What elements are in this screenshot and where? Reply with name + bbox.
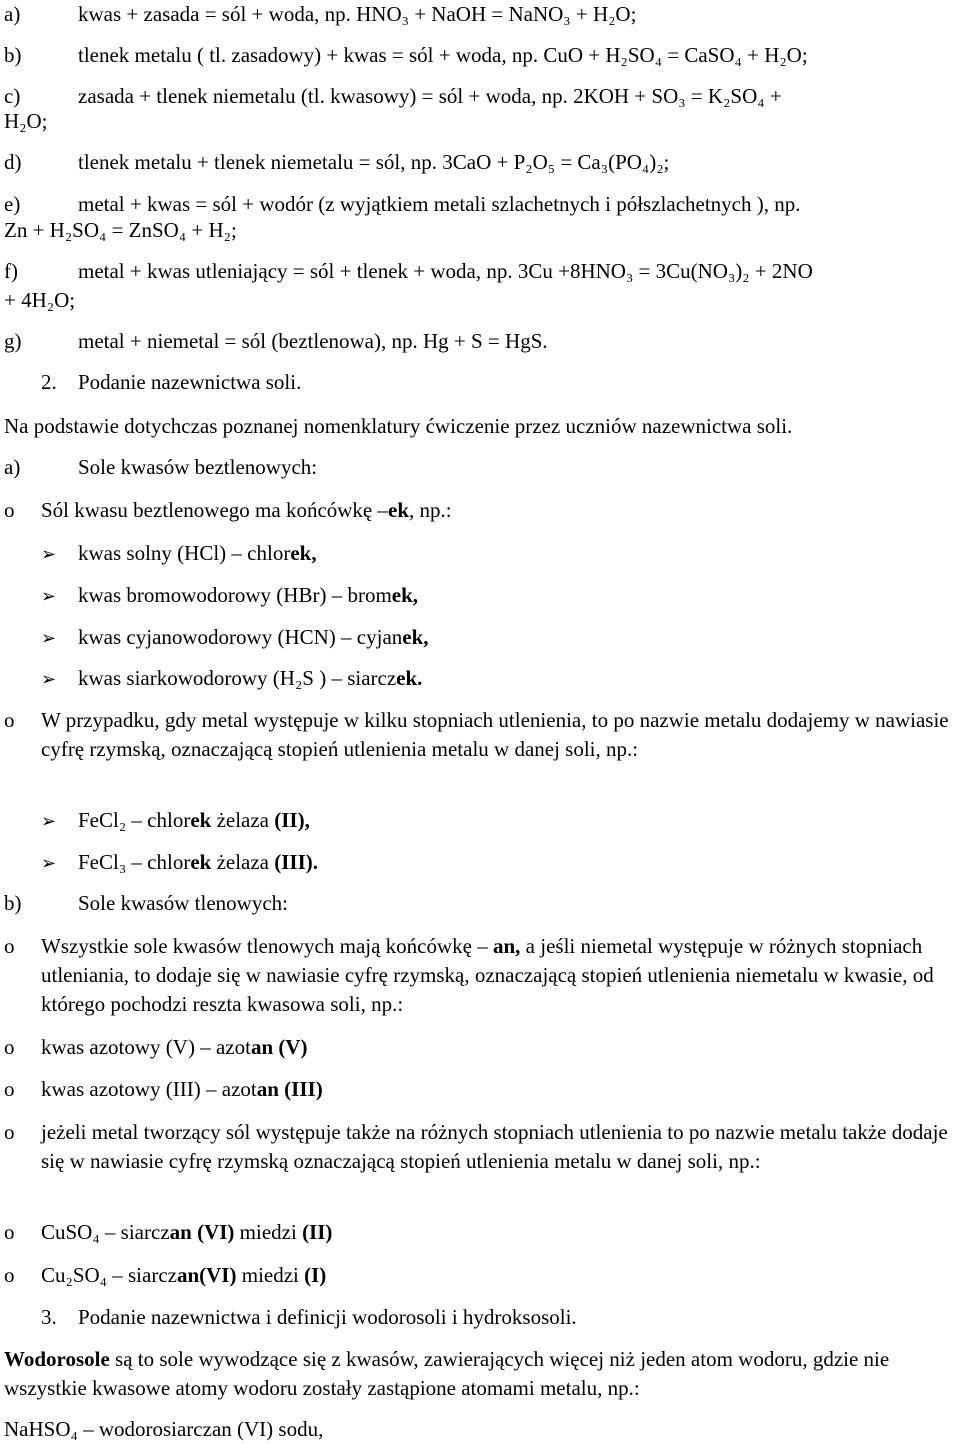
reaction-item-a (4, 0, 956, 29)
arrow-bullet-icon: ➢ (41, 628, 57, 649)
section-2-intro: Na podstawie dotychczas poznanej nomenklatury ćwiczenie przez uczniów nazewnictwa soli. (4, 414, 793, 438)
rule-text: Sól kwasu beztlenowego ma końcówkę – (41, 498, 389, 522)
example-text: kwas azotowy (III) – azot (41, 1077, 257, 1101)
rule-text: W przypadku, gdy metal występuje w kilku stopniach utlenienia, to po nazwie metalu dodajemy w nawiasie cyfrę rzymską, oznaczającą stopień utlenienia metalu w danej soli, np.: (41, 708, 949, 761)
bullet-o: o (4, 1220, 15, 1244)
example-suffix: ek, (402, 625, 429, 649)
reaction-item-c-continuation: H₂O; (4, 109, 48, 133)
tlenowe-example-2 (4, 1075, 956, 1104)
term: Wodorosole (4, 1347, 110, 1371)
item-text: zasada + tlenek niemetalu (tl. kwasowy) = sól + woda, np. 2KOH + SO₃ = K₂SO₄ + (78, 84, 782, 108)
beztlenowe-example-4 (4, 664, 956, 694)
rule-text-end: a jeśli niemetal występuje w różnych stopniach utleniania, to dodaje się w nawiasie cyfrę rzymską, oznaczającą stopień utlenienia niemetalu w kwasie, od którego pochodzi reszta kwasowa soli, np.: (41, 934, 934, 1016)
example-suffix: ek. (396, 666, 423, 690)
bullet-o: o (4, 1035, 15, 1059)
example-metal: żelaza (211, 808, 275, 832)
example-suffix: an (V) (250, 1035, 308, 1059)
item-text: metal + kwas = sól + wodór (z wyjątkiem metali szlachetnych i półszlachetnych ), np. (78, 192, 801, 216)
example-suffix: an (III) (256, 1077, 323, 1101)
item-text: metal + kwas utleniający = sól + tlenek + woda, np. 3Cu +8HNO₃ = 3Cu(NO₃)₂ + 2NO (78, 259, 813, 283)
arrow-bullet-icon: ➢ (41, 853, 57, 874)
item-marker: f) (4, 259, 18, 283)
example-metal: miedzi (234, 1220, 303, 1244)
example-text: kwas azotowy (V) – azot (41, 1035, 251, 1059)
example-metal: żelaza (211, 850, 275, 874)
rule-text: Wszystkie sole kwasów tlenowych mają końcówkę – (41, 934, 488, 958)
metal-oxidation-rule (4, 706, 956, 764)
rule-text-block (41, 932, 956, 1019)
example-oxidation: (II), (274, 808, 310, 832)
item-text: Sole kwasów tlenowych: (78, 891, 288, 915)
example-text: Cu₂SO₄ – siarcz (41, 1263, 177, 1287)
bullet-o: o (4, 708, 15, 732)
item-marker: b) (4, 43, 22, 67)
example-text: kwas solny (HCl) – chlor (78, 541, 291, 565)
rule-suffix: an, (487, 934, 521, 958)
reaction-item-e-continuation: Zn + H₂SO₄ = ZnSO₄ + H₂; (4, 218, 237, 242)
example-suffix: an(VI) (176, 1263, 237, 1287)
arrow-bullet-icon: ➢ (41, 669, 57, 690)
beztlenowe-example-3 (4, 623, 956, 653)
reaction-item-d (4, 148, 956, 177)
example-text: CuSO₄ – siarcz (41, 1220, 170, 1244)
item-text: tlenek metalu + tlenek niemetalu = sól, np. 3CaO + P₂O₅ = Ca₃(PO₄)₂; (78, 150, 670, 174)
arrow-bullet-icon: ➢ (41, 811, 57, 832)
reaction-item-e (4, 190, 956, 219)
tlenowe-example-3 (4, 1218, 956, 1247)
example-oxidation: (I) (304, 1263, 327, 1287)
bullet-o: o (4, 1263, 15, 1287)
heading-number: 2. (41, 370, 57, 394)
definition-text: są to sole wywodzące się z kwasów, zawierających więcej niż jeden atom wodoru, gdzie nie wszystkie kwasowe atomy wodoru zostały zastąpione atomami metalu, np.: (4, 1347, 890, 1400)
item-text: metal + niemetal = sól (beztlenowa), np. Hg + S = HgS. (78, 329, 548, 353)
tlenowe-metal-rule (4, 1118, 956, 1176)
heading-number: 3. (41, 1305, 57, 1329)
item-marker: c) (4, 84, 21, 108)
reaction-item-b (4, 41, 956, 70)
example-text: FeCl₂ – chlor (78, 808, 191, 832)
item-text: kwas + zasada = sól + woda, np. HNO₃ + NaOH = NaNO₃ + H₂O; (78, 2, 637, 26)
item-marker: d) (4, 150, 22, 174)
beztlenowe-example-1 (4, 539, 956, 569)
bullet-o: o (4, 1120, 15, 1144)
example-oxidation: (III). (274, 850, 319, 874)
tlenowe-rule (4, 932, 956, 1019)
arrow-bullet-icon: ➢ (41, 544, 57, 565)
beztlenowe-rule (4, 496, 956, 525)
item-marker: a) (4, 455, 21, 479)
tlenowe-example-1 (4, 1033, 956, 1062)
reaction-item-f (4, 257, 956, 286)
bullet-o: o (4, 934, 15, 958)
wodorosole-example: NaHSO₄ – wodorosiarczan (VI) sodu, (4, 1417, 324, 1441)
bullet-o: o (4, 1077, 15, 1101)
example-oxidation: (II) (302, 1220, 333, 1244)
item-marker: a) (4, 2, 21, 26)
example-suffix: ek (190, 808, 212, 832)
bullet-o: o (4, 498, 15, 522)
example-suffix: ek, (391, 583, 419, 607)
metal-example-2 (4, 848, 956, 878)
heading-text: Podanie nazewnictwa i definicji wodorosoli i hydroksosoli. (78, 1305, 577, 1329)
section-2-heading (4, 368, 956, 397)
reaction-item-f-continuation: + 4H₂O; (4, 288, 76, 312)
wodorosole-definition (4, 1345, 956, 1403)
tlenowe-example-4 (4, 1261, 956, 1290)
example-text: kwas cyjanowodorowy (HCN) – cyjan (78, 625, 403, 649)
item-marker: b) (4, 891, 22, 915)
rule-suffix: ek (388, 498, 410, 522)
section-3-heading (4, 1303, 956, 1332)
reaction-item-g (4, 327, 956, 356)
tlenowe-heading (4, 889, 956, 918)
example-text: FeCl₃ – chlor (78, 850, 191, 874)
example-suffix: ek, (290, 541, 317, 565)
example-suffix: an (VI) (169, 1220, 235, 1244)
arrow-bullet-icon: ➢ (41, 586, 57, 607)
item-marker: e) (4, 192, 21, 216)
item-marker: g) (4, 329, 22, 353)
rule-text: jeżeli metal tworzący sól występuje także na różnych stopniach utlenienia to po nazwie metalu także dodaje się w nawiasie cyfrę rzymską oznaczającą stopień utlenienia metalu w danej soli, np.: (41, 1120, 948, 1173)
item-text: Sole kwasów beztlenowych: (78, 455, 318, 479)
item-text: tlenek metalu ( tl. zasadowy) + kwas = sól + woda, np. CuO + H₂SO₄ = CaSO₄ + H₂O; (78, 43, 808, 67)
beztlenowe-example-2 (4, 581, 956, 611)
example-metal: miedzi (236, 1263, 305, 1287)
heading-text: Podanie nazewnictwa soli. (78, 370, 302, 394)
beztlenowe-heading (4, 453, 956, 482)
example-suffix: ek (190, 850, 212, 874)
rule-text-end: , np.: (409, 498, 452, 522)
metal-example-1 (4, 806, 956, 836)
example-text: kwas siarkowodorowy (H₂S ) – siarcz (78, 666, 397, 690)
example-text: kwas bromowodorowy (HBr) – brom (78, 583, 392, 607)
